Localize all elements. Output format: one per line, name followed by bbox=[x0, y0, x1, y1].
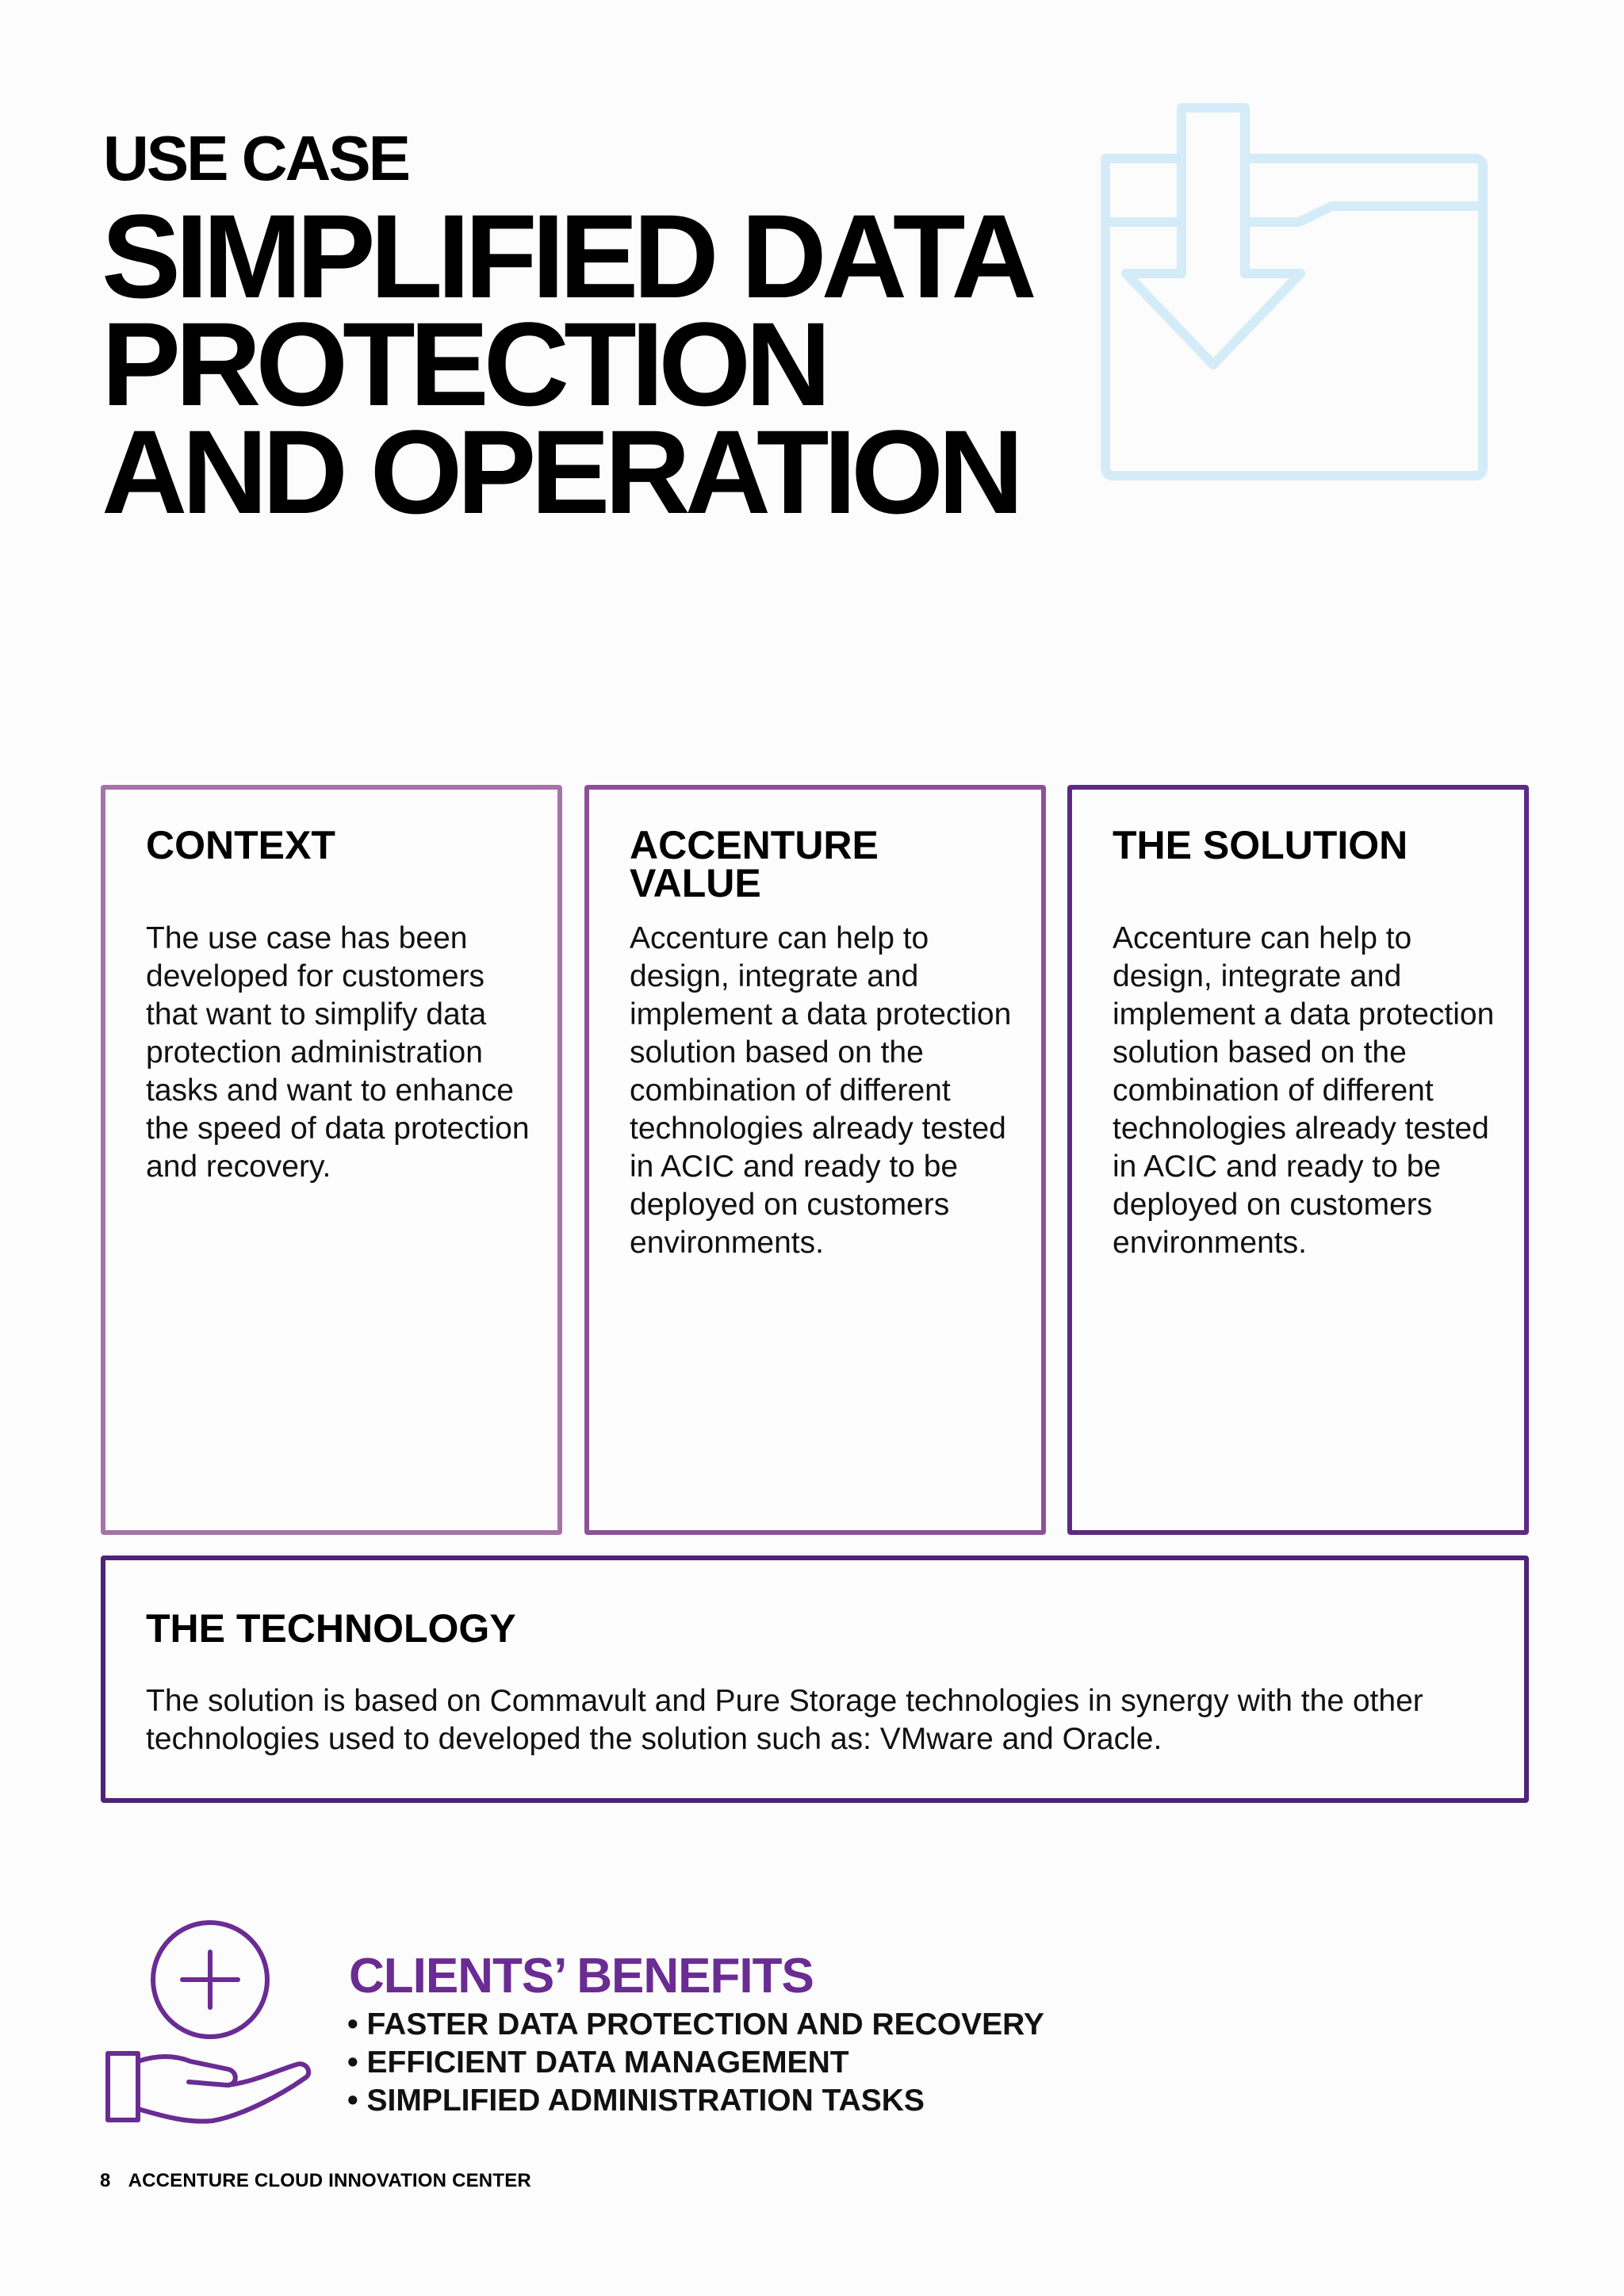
benefits-list bbox=[347, 2006, 1044, 2120]
title-line-2: PROTECTION bbox=[102, 297, 826, 430]
hand-with-plus-icon bbox=[102, 1919, 316, 2133]
download-to-folder-icon bbox=[1094, 103, 1499, 484]
context-heading: CONTEXT bbox=[146, 823, 335, 867]
technology-heading: THE TECHNOLOGY bbox=[146, 1606, 516, 1651]
solution-box bbox=[1067, 785, 1529, 1535]
eyebrow-label: USE CASE bbox=[103, 123, 408, 193]
list-item: • SIMPLIFIED ADMINISTRATION TASKS bbox=[347, 2084, 925, 2118]
solution-heading: THE SOLUTION bbox=[1113, 823, 1408, 867]
context-body: The use case has been developed for customers that want to simplify data protection administration tasks and want to enhance the speed of data protection and recovery. bbox=[146, 921, 530, 1184]
title-line-3: AND OPERATION bbox=[102, 405, 1019, 538]
accenture-value-box bbox=[584, 785, 1046, 1535]
solution-body: Accenture can help to design, integrate and implement a data protection solution based on the combination of different technologies already tested in ACIC and ready to be deployed on customers environments. bbox=[1113, 921, 1495, 1260]
accenture-value-heading: ACCENTURE VALUE bbox=[630, 823, 879, 905]
list-item: • EFFICIENT DATA MANAGEMENT bbox=[347, 2045, 849, 2080]
technology-body: The solution is based on Commavult and Pure Storage technologies in synergy with the other technologies used to developed the solution such as: VMware and Oracle. bbox=[146, 1684, 1423, 1756]
list-item: • FASTER DATA PROTECTION AND RECOVERY bbox=[347, 2007, 1044, 2042]
accenture-value-body: Accenture can help to design, integrate and implement a data protection solution based on the combination of different technologies already tested in ACIC and ready to be deployed on customers environments. bbox=[630, 921, 1012, 1260]
benefits-title: CLIENTS’ BENEFITS bbox=[349, 1949, 814, 2003]
page-number: 8 bbox=[100, 2170, 111, 2191]
page-footer bbox=[100, 2170, 531, 2192]
technology-box bbox=[101, 1556, 1529, 1803]
title-line-1: SIMPLIFIED DATA bbox=[102, 189, 1032, 323]
page-title bbox=[102, 189, 1148, 538]
footer-label: ACCENTURE CLOUD INNOVATION CENTER bbox=[128, 2170, 531, 2191]
context-box bbox=[101, 785, 562, 1535]
